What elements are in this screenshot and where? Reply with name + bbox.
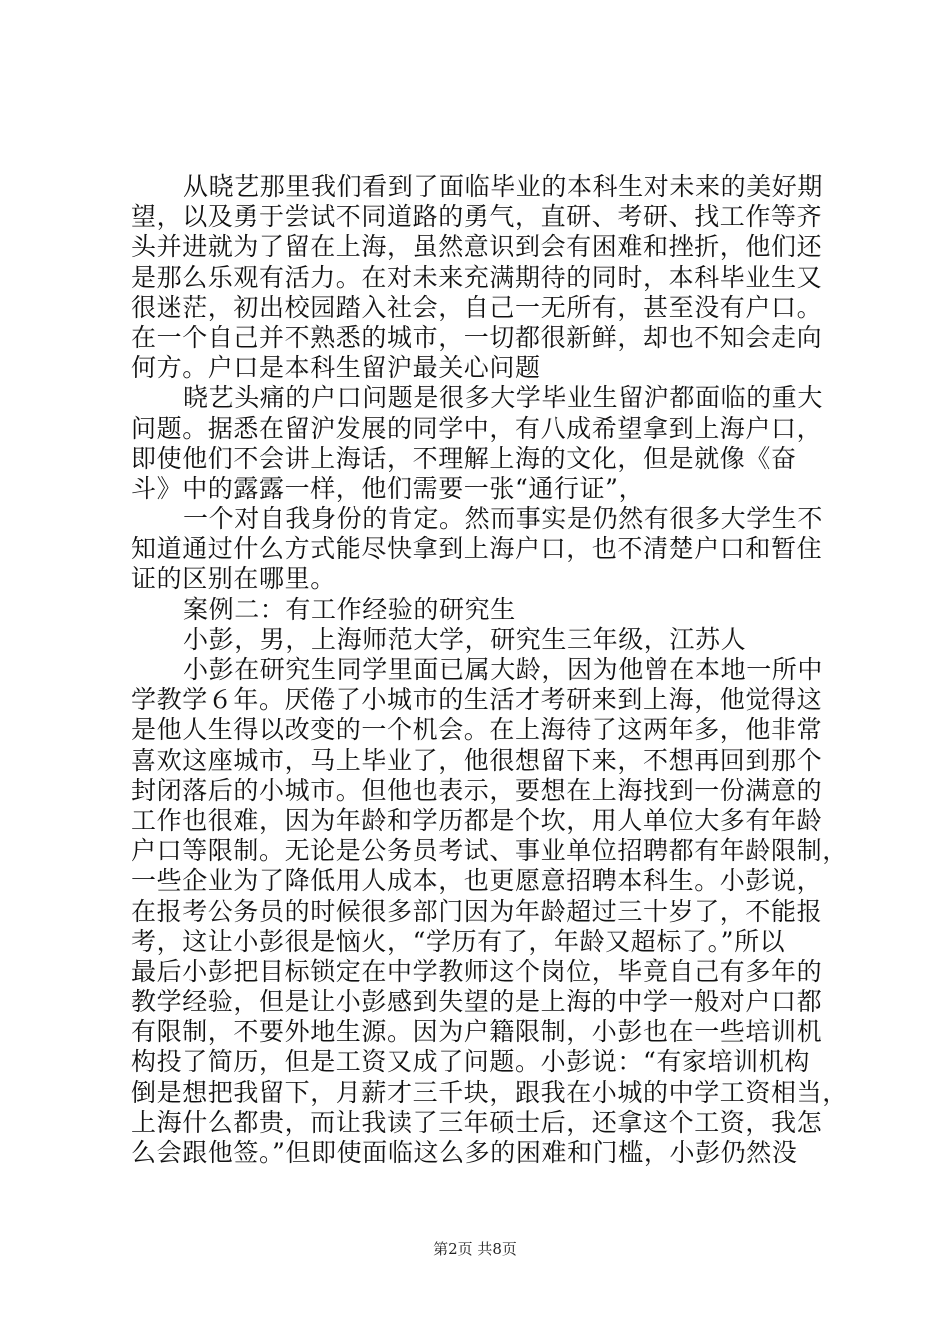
text-line: 问题。据悉在留沪发展的同学中，有八成希望拿到上海户口， <box>131 413 823 443</box>
text-line: 一些企业为了降低用人成本，也更愿意招聘本科生。小彭说， <box>131 866 823 896</box>
text-line: 从晓艺那里我们看到了面临毕业的本科生对未来的美好期 <box>183 172 824 201</box>
text-line: 喜欢这座城市，马上毕业了，他很想留下来，不想再回到那个 <box>131 745 823 775</box>
text-line: 倒是想把我留下，月薪才三千块，跟我在小城的中学工资相当， <box>131 1077 848 1107</box>
text-line: 学教学６年。厌倦了小城市的生活才考研来到上海，他觉得这 <box>131 685 823 715</box>
text-line: 证的区别在哪里。 <box>131 564 336 594</box>
text-line: 小彭在研究生同学里面已属大龄，因为他曾在本地一所中 <box>183 655 824 684</box>
text-line: 构投了简历，但是工资又成了问题。小彭说：“有家培训机构 <box>131 1047 810 1077</box>
text-line: 工作也很难，因为年龄和学历都是个坎，用人单位大多有年龄 <box>131 805 823 835</box>
text-line: 案例二：有工作经验的研究生 <box>183 594 516 624</box>
text-line: 晓艺头痛的户口问题是很多大学毕业生留沪都面临的重大 <box>183 383 824 413</box>
text-line: 即使他们不会讲上海话，不理解上海的文化，但是就像《奋 <box>131 443 797 473</box>
text-line: 一个对自我身份的肯定。然而事实是仍然有很多大学生不 <box>183 504 824 534</box>
text-line: 户口等限制。无论是公务员考试、事业单位招聘都有年龄限制， <box>131 836 848 866</box>
text-line: 么会跟他签。”但即使面临这么多的困难和门槛，小彭仍然没 <box>131 1138 798 1167</box>
text-line: 教学经验，但是让小彭感到失望的是上海的中学一般对户口都 <box>131 987 823 1017</box>
text-line: 最后小彭把目标锁定在中学教师这个岗位，毕竟自己有多年的 <box>131 956 823 986</box>
text-line: 小彭，男，上海师范大学，研究生三年级，江苏人 <box>183 624 747 654</box>
document-body <box>131 172 848 1168</box>
text-line: 封闭落后的小城市。但他也表示，要想在上海找到一份满意的 <box>131 775 823 805</box>
text-line: 在一个自己并不熟悉的城市，一切都很新鲜，却也不知会走向 <box>131 322 823 352</box>
text-line: 望，以及勇于尝试不同道路的勇气，直研、考研、找工作等齐 <box>131 202 823 232</box>
page-indicator: 第2页 共8页 <box>433 1240 517 1258</box>
text-line: 何方。户口是本科生留沪最关心问题 <box>131 353 541 383</box>
text-line: 是他人生得以改变的一个机会。在上海待了这两年多，他非常 <box>131 715 823 745</box>
text-line: 斗》中的露露一样，他们需要一张“通行证”， <box>131 473 645 503</box>
text-line: 头并进就为了留在上海，虽然意识到会有困难和挫折，他们还 <box>131 232 823 262</box>
text-line: 有限制，不要外地生源。因为户籍限制，小彭也在一些培训机 <box>131 1017 823 1047</box>
text-line: 知道通过什么方式能尽快拿到上海户口，也不清楚户口和暂住 <box>131 534 823 564</box>
text-line: 在报考公务员的时候很多部门因为年龄超过三十岁了，不能报 <box>131 896 823 926</box>
text-line: 上海什么都贵，而让我读了三年硕士后，还拿这个工资，我怎 <box>131 1107 823 1137</box>
text-line: 很迷茫，初出校园踏入社会，自己一无所有，甚至没有户口。 <box>131 292 823 322</box>
text-line: 考，这让小彭很是恼火，“学历有了，年龄又超标了。”所以 <box>131 926 786 956</box>
text-line: 是那么乐观有活力。在对未来充满期待的同时，本科毕业生又 <box>131 262 823 292</box>
